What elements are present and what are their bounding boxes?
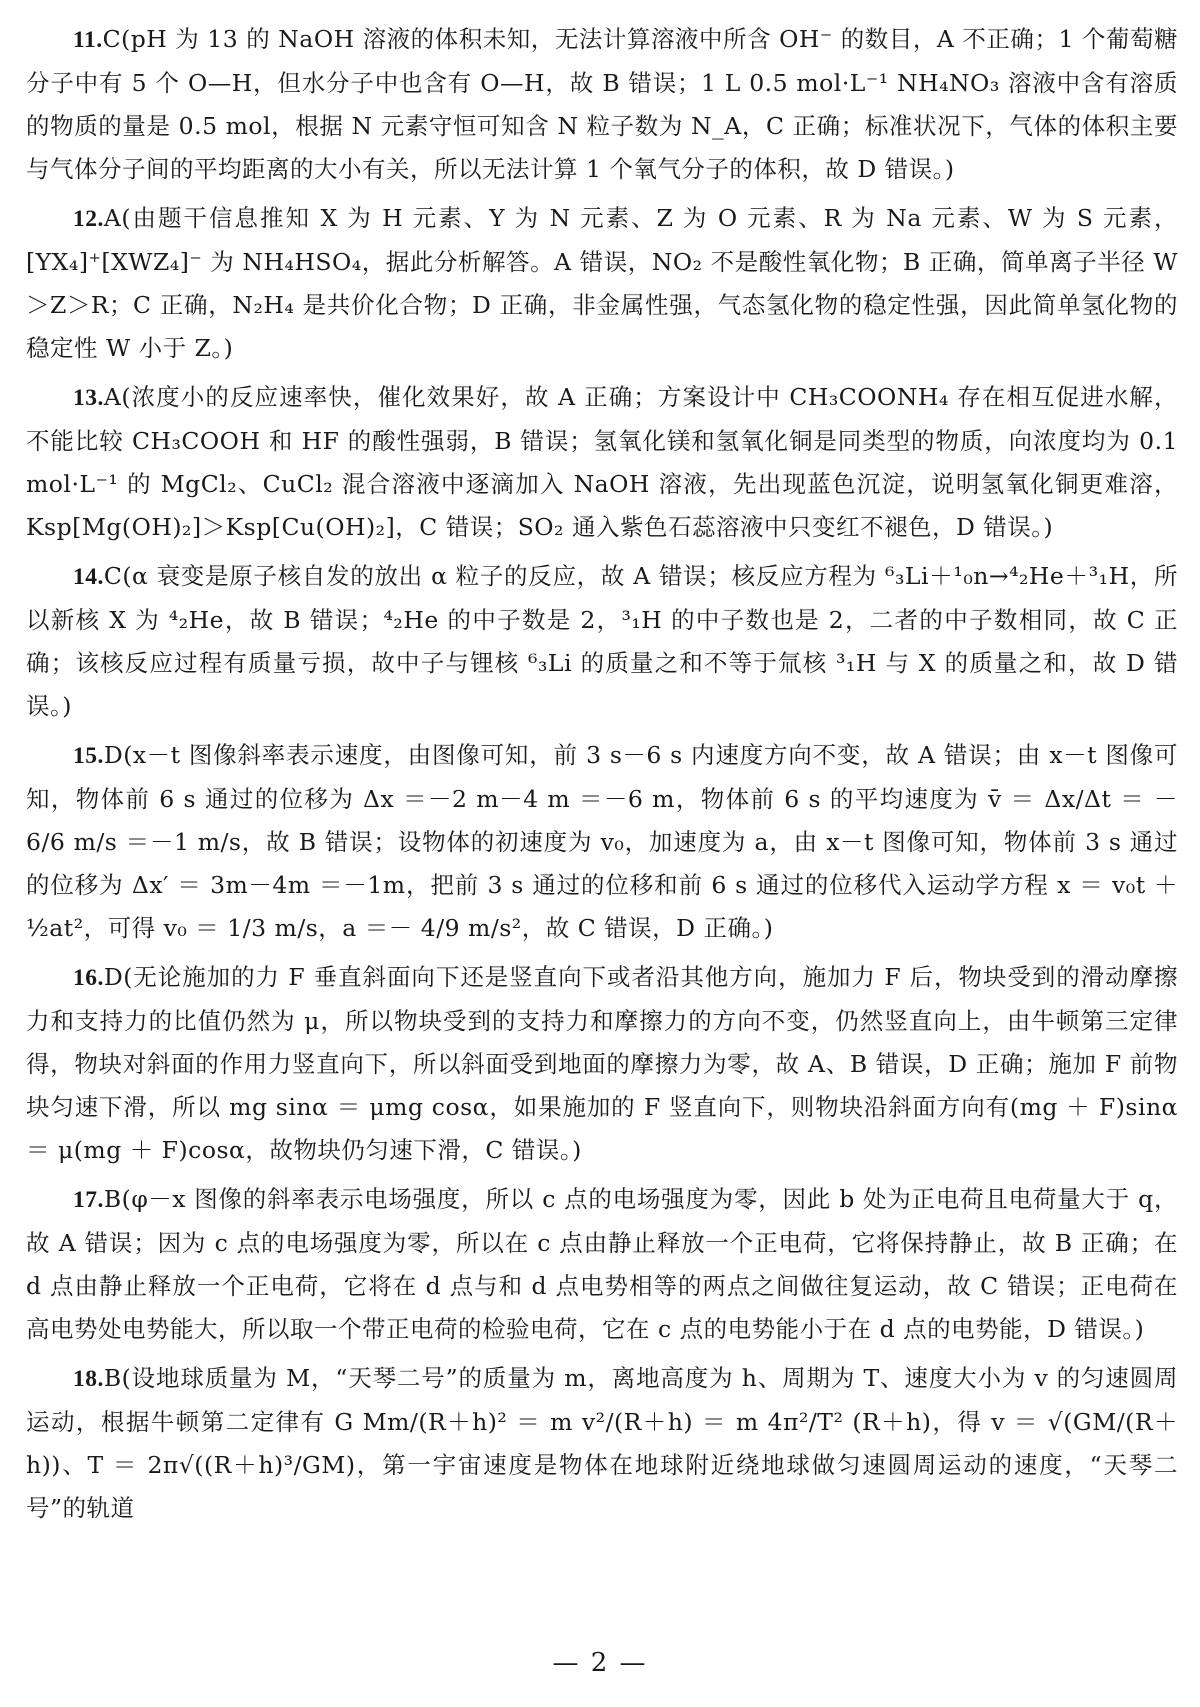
page-number: — 2 —	[552, 1648, 648, 1678]
answer-number: 18.	[73, 1366, 104, 1392]
answer-number: 11.	[73, 27, 103, 53]
answer-15	[26, 734, 1178, 950]
answer-number: 13.	[73, 385, 104, 411]
answer-page	[26, 18, 1178, 1536]
answer-text: C(α 衰变是原子核自发的放出 α 粒子的反应，故 A 错误；核反应方程为 ⁶₃Li＋¹₀n→⁴₂He＋³₁H，所以新核 X 为 ⁴₂He，故 B 错误；⁴₂He 的中子数是 2，³₁H 的中子数也是 2，二者的中子数相同，故 C 正确；该核反应过程有质量亏损，故中子与锂核 ⁶₃Li 的质量之和不等于氚核 ³₁H 与 X 的质量之和，故 D 错误。)	[26, 562, 1178, 720]
answer-text: D(无论施加的力 F 垂直斜面向下还是竖直向下或者沿其他方向，施加力 F 后，物块受到的滑动摩擦力和支持力的比值仍然为 μ，所以物块受到的支持力和摩擦力的方向不变，仍然竖直向上，由牛顿第三定律得，物块对斜面的作用力竖直向下，所以斜面受到地面的摩擦力为零，故 A、B 错误，D 正确；施加 F 前物块匀速下滑，所以 mg sinα ＝ μmg cosα，如果施加的 F 竖直向下，则物块沿斜面方向有(mg ＋ F)sinα ＝ μ(mg ＋ F)cosα，故物块仍匀速下滑，C 错误。)	[26, 963, 1178, 1164]
answer-14	[26, 555, 1178, 728]
answer-text: A(由题干信息推知 X 为 H 元素、Y 为 N 元素、Z 为 O 元素、R 为 Na 元素、W 为 S 元素，[YX₄]⁺[XWZ₄]⁻ 为 NH₄HSO₄，据此分析解答。A 错误，NO₂ 不是酸性氧化物；B 正确，简单离子半径 W＞Z＞R；C 正确，N₂H₄ 是共价化合物；D 正确，非金属性强，气态氢化物的稳定性强，因此简单氢化物的稳定性 W 小于 Z。)	[26, 204, 1178, 362]
answer-number: 12.	[73, 206, 104, 232]
answer-number: 15.	[73, 743, 104, 769]
answer-text: C(pH 为 13 的 NaOH 溶液的体积未知，无法计算溶液中所含 OH⁻ 的数目，A 不正确；1 个葡萄糖分子中有 5 个 O—H，但水分子中也含有 O—H，故 B 错误；1 L 0.5 mol·L⁻¹ NH₄NO₃ 溶液中含有溶质的物质的量是 0.5 mol，根据 N 元素守恒可知含 N 粒子数为 N_A，C 正确；标准状况下，气体的体积主要与气体分子间的平均距离的大小有关，所以无法计算 1 个氧气分子的体积，故 D 错误。)	[26, 25, 1178, 183]
answer-17	[26, 1178, 1178, 1351]
answer-number: 16.	[73, 965, 104, 991]
answer-number: 17.	[73, 1187, 104, 1213]
answer-text: D(x－t 图像斜率表示速度，由图像可知，前 3 s－6 s 内速度方向不变，故 A 错误；由 x－t 图像可知，物体前 6 s 通过的位移为 Δx ＝－2 m－4 m ＝－6 m，物体前 6 s 的平均速度为 v̄ ＝ Δx/Δt ＝ －6/6 m/s ＝－1 m/s，故 B 错误；设物体的初速度为 v₀，加速度为 a，由 x－t 图像可知，物体前 3 s 通过的位移为 Δx′ ＝ 3m－4m ＝－1m，把前 3 s 通过的位移和前 6 s 通过的位移代入运动学方程 x ＝ v₀t ＋ ½at²，可得 v₀ ＝ 1/3 m/s，a ＝－ 4/9 m/s²，故 C 错误，D 正确。)	[26, 741, 1178, 942]
answer-text: A(浓度小的反应速率快，催化效果好，故 A 正确；方案设计中 CH₃COONH₄ 存在相互促进水解，不能比较 CH₃COOH 和 HF 的酸性强弱，B 错误；氢氧化镁和氢氧化铜是同类型的物质，向浓度均为 0.1 mol·L⁻¹ 的 MgCl₂、CuCl₂ 混合溶液中逐滴加入 NaOH 溶液，先出现蓝色沉淀，说明氢氧化铜更难溶，Ksp[Mg(OH)₂]＞Ksp[Cu(OH)₂]，C 错误；SO₂ 通入紫色石蕊溶液中只变红不褪色，D 错误。)	[26, 383, 1178, 541]
answer-13	[26, 376, 1178, 549]
answer-text: B(φ－x 图像的斜率表示电场强度，所以 c 点的电场强度为零，因此 b 处为正电荷且电荷量大于 q，故 A 错误；因为 c 点的电场强度为零，所以在 c 点由静止释放一个正电荷，它将保持静止，故 B 正确；在 d 点由静止释放一个正电荷，它将在 d 点与和 d 点电势相等的两点之间做往复运动，故 C 错误；正电荷在高电势处电势能大，所以取一个带正电荷的检验电荷，它在 c 点的电势能小于在 d 点的电势能，D 错误。)	[26, 1185, 1178, 1343]
answer-18	[26, 1357, 1178, 1530]
answer-text: B(设地球质量为 M，“天琴二号”的质量为 m，离地高度为 h、周期为 T、速度大小为 v 的匀速圆周运动，根据牛顿第二定律有 G Mm/(R＋h)² ＝ m v²/(R＋h) ＝ m 4π²/T² (R＋h)，得 v ＝ √(GM/(R＋h))、T ＝ 2π√((R＋h)³/GM)，第一宇宙速度是物体在地球附近绕地球做匀速圆周运动的速度，“天琴二号”的轨道	[26, 1364, 1178, 1522]
answer-11	[26, 18, 1178, 191]
answer-12	[26, 197, 1178, 370]
answer-number: 14.	[73, 564, 104, 590]
answer-16	[26, 956, 1178, 1172]
